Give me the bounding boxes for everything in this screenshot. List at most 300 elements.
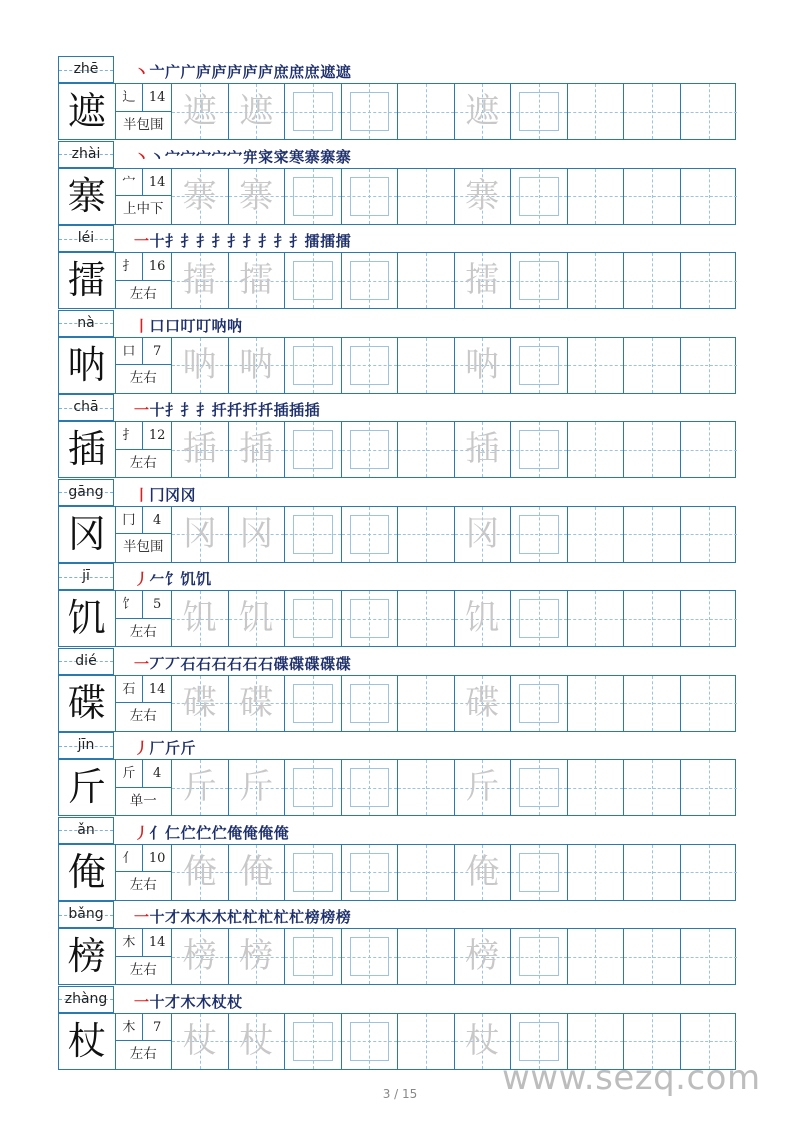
char-entry bbox=[58, 479, 736, 564]
practice-cell bbox=[398, 169, 455, 224]
pinyin-text: ǎn bbox=[77, 821, 95, 838]
practice-box bbox=[285, 676, 342, 731]
trace-glyph: 榜 bbox=[465, 936, 500, 976]
stroke-step: 丆 bbox=[165, 654, 181, 673]
trace-character bbox=[455, 338, 512, 393]
practice-box bbox=[285, 84, 342, 139]
trace-character bbox=[172, 1014, 229, 1069]
char-entry bbox=[58, 732, 736, 817]
pinyin-box bbox=[58, 225, 114, 252]
char-entry bbox=[58, 563, 736, 648]
trace-glyph: 遮 bbox=[465, 91, 500, 131]
stroke-step: 寒 bbox=[289, 147, 305, 166]
trace-character bbox=[229, 760, 286, 815]
stroke-step: 庐 bbox=[242, 63, 259, 81]
trace-glyph: 斤 bbox=[239, 767, 274, 807]
structure: 单一 bbox=[129, 792, 157, 809]
trace-glyph: 插 bbox=[182, 429, 217, 469]
pinyin-text: léi bbox=[77, 230, 95, 246]
char-entry bbox=[58, 648, 736, 733]
trace-glyph: 杖 bbox=[465, 1020, 500, 1061]
structure: 左右 bbox=[129, 285, 157, 302]
stroke-step: 俺 bbox=[273, 823, 290, 842]
stroke-step: 寨 bbox=[304, 147, 321, 166]
stroke-step: 扦 bbox=[242, 401, 259, 419]
practice-box bbox=[511, 676, 568, 731]
trace-character bbox=[172, 676, 229, 731]
stroke-order bbox=[134, 653, 351, 675]
stroke-step: 仁 bbox=[165, 823, 181, 842]
trace-glyph: 榜 bbox=[239, 936, 274, 976]
stroke-step: 木 bbox=[196, 908, 212, 926]
structure: 左右 bbox=[129, 708, 157, 724]
stroke-step: 一 bbox=[134, 401, 150, 419]
radical: 饣 bbox=[116, 591, 144, 618]
stroke-step: 石 bbox=[211, 654, 228, 673]
trace-character bbox=[172, 507, 229, 562]
structure: 左右 bbox=[129, 454, 157, 471]
practice-box bbox=[511, 929, 568, 984]
stroke-step: 丶 bbox=[134, 147, 150, 166]
practice-cell bbox=[681, 760, 738, 815]
stroke-order bbox=[134, 484, 196, 506]
pinyin-text: jīn bbox=[77, 737, 95, 753]
radical: 宀 bbox=[116, 169, 144, 196]
stroke-step: 丆 bbox=[149, 654, 166, 673]
trace-glyph: 呐 bbox=[239, 344, 274, 385]
model-character: 碟 bbox=[59, 676, 116, 731]
stroke-step: 木 bbox=[180, 908, 197, 926]
pinyin-text: zhài bbox=[71, 145, 101, 162]
stroke-order bbox=[134, 230, 351, 252]
stroke-step: 扌 bbox=[289, 232, 305, 250]
trace-glyph: 呐 bbox=[465, 344, 500, 385]
char-info bbox=[116, 507, 173, 562]
model-character: 俺 bbox=[59, 845, 116, 900]
stroke-step: 叮 bbox=[180, 316, 197, 335]
model-character: 遮 bbox=[59, 84, 116, 139]
writing-grid-row bbox=[58, 337, 736, 394]
model-character: 榜 bbox=[59, 929, 116, 984]
trace-glyph: 寨 bbox=[239, 175, 274, 216]
stroke-step: 丿 bbox=[134, 739, 150, 757]
pinyin-text: chā bbox=[73, 399, 99, 415]
trace-character bbox=[455, 253, 512, 308]
practice-cell bbox=[681, 338, 738, 393]
pinyin-text: jī bbox=[82, 568, 90, 584]
stroke-step: 亻 bbox=[149, 823, 166, 842]
stroke-count: 12 bbox=[148, 428, 166, 443]
trace-glyph: 碟 bbox=[182, 682, 217, 723]
stroke-step: 木 bbox=[211, 908, 228, 926]
trace-character bbox=[455, 507, 512, 562]
stroke-step: 庐 bbox=[258, 63, 274, 81]
practice-box bbox=[285, 169, 342, 224]
practice-box bbox=[511, 253, 568, 308]
stroke-order bbox=[134, 146, 351, 168]
stroke-step: 口 bbox=[149, 316, 166, 335]
practice-cell bbox=[568, 591, 625, 646]
stroke-step: 宀 bbox=[211, 147, 228, 166]
trace-glyph: 俺 bbox=[465, 851, 500, 892]
stroke-step: 擂 bbox=[335, 232, 352, 250]
trace-character bbox=[172, 169, 229, 224]
stroke-count: 14 bbox=[148, 681, 166, 697]
trace-character bbox=[229, 253, 286, 308]
stroke-order bbox=[134, 61, 351, 83]
model-character: 插 bbox=[59, 422, 116, 477]
stroke-step: 宀 bbox=[196, 147, 212, 166]
pinyin-box bbox=[58, 310, 114, 337]
radical: 辶 bbox=[116, 84, 144, 111]
stroke-step: 丶 bbox=[149, 147, 166, 166]
practice-box bbox=[285, 591, 342, 646]
stroke-step: 扌 bbox=[273, 232, 290, 250]
stroke-step: 擂 bbox=[320, 232, 336, 250]
practice-cell bbox=[681, 84, 738, 139]
stroke-count: 10 bbox=[148, 850, 166, 866]
trace-character bbox=[455, 760, 512, 815]
stroke-order bbox=[134, 737, 196, 759]
practice-box bbox=[342, 84, 399, 139]
char-info bbox=[116, 1014, 173, 1069]
stroke-step: 呐 bbox=[211, 316, 228, 335]
practice-cell bbox=[398, 760, 455, 815]
stroke-step: 插 bbox=[289, 401, 305, 419]
trace-glyph: 呐 bbox=[182, 344, 217, 385]
stroke-step: 宀 bbox=[227, 147, 243, 166]
practice-cell bbox=[568, 845, 625, 900]
trace-character bbox=[229, 338, 286, 393]
stroke-step: 扌 bbox=[165, 232, 181, 250]
stroke-step: 石 bbox=[180, 654, 197, 673]
writing-grid-row bbox=[58, 590, 736, 647]
trace-character bbox=[455, 676, 512, 731]
practice-cell bbox=[398, 845, 455, 900]
writing-grid-row bbox=[58, 252, 736, 309]
trace-character bbox=[229, 84, 286, 139]
practice-box bbox=[285, 338, 342, 393]
writing-grid-row bbox=[58, 759, 736, 816]
practice-box bbox=[511, 760, 568, 815]
stroke-step: 丿 bbox=[134, 823, 150, 842]
trace-glyph: 冈 bbox=[239, 513, 274, 554]
practice-sheet bbox=[58, 56, 736, 1070]
stroke-step: 碟 bbox=[273, 654, 290, 673]
stroke-step: 插 bbox=[273, 401, 290, 419]
stroke-step: 庐 bbox=[227, 63, 243, 81]
practice-box bbox=[511, 169, 568, 224]
stroke-step: 扌 bbox=[211, 232, 228, 250]
practice-cell bbox=[568, 169, 625, 224]
trace-character bbox=[455, 422, 512, 477]
pinyin-box bbox=[58, 479, 114, 506]
stroke-order bbox=[134, 991, 243, 1013]
practice-box bbox=[342, 1014, 399, 1069]
practice-cell bbox=[398, 422, 455, 477]
char-entry bbox=[58, 901, 736, 986]
stroke-step: 石 bbox=[258, 654, 274, 673]
writing-grid-row bbox=[58, 844, 736, 901]
stroke-step: 宀 bbox=[165, 147, 181, 166]
page-number: 3 / 15 bbox=[382, 1087, 418, 1101]
writing-grid-row bbox=[58, 168, 736, 225]
stroke-step: 扌 bbox=[242, 232, 259, 250]
stroke-step: 榜 bbox=[304, 908, 321, 926]
stroke-step: 扌 bbox=[196, 232, 212, 250]
model-character: 擂 bbox=[59, 253, 116, 308]
stroke-step: 伫 bbox=[196, 823, 212, 842]
trace-character bbox=[455, 845, 512, 900]
practice-cell bbox=[681, 253, 738, 308]
practice-cell bbox=[398, 338, 455, 393]
practice-cell bbox=[568, 507, 625, 562]
stroke-step: 厂 bbox=[149, 739, 166, 757]
trace-character bbox=[172, 84, 229, 139]
stroke-step: 丶 bbox=[134, 63, 150, 81]
stroke-count: 4 bbox=[152, 766, 162, 781]
practice-cell bbox=[681, 929, 738, 984]
stroke-step: 遮 bbox=[320, 63, 336, 81]
practice-cell bbox=[624, 422, 681, 477]
stroke-step: 宀 bbox=[180, 147, 197, 166]
practice-cell bbox=[624, 169, 681, 224]
pinyin-text: zhē bbox=[73, 61, 99, 77]
writing-grid-row bbox=[58, 675, 736, 732]
practice-box bbox=[342, 507, 399, 562]
model-character: 饥 bbox=[59, 591, 116, 646]
practice-cell bbox=[681, 507, 738, 562]
practice-cell bbox=[624, 338, 681, 393]
stroke-step: 十 bbox=[149, 401, 166, 419]
trace-character bbox=[172, 845, 229, 900]
structure: 左右 bbox=[129, 1046, 157, 1062]
practice-cell bbox=[624, 507, 681, 562]
stroke-step: 寀 bbox=[258, 147, 274, 166]
char-info bbox=[116, 760, 173, 815]
char-info bbox=[116, 845, 173, 900]
trace-character bbox=[229, 845, 286, 900]
radical: 石 bbox=[116, 676, 144, 703]
stroke-step: 扦 bbox=[227, 401, 243, 419]
trace-character bbox=[229, 422, 286, 477]
char-info bbox=[116, 929, 173, 984]
trace-character bbox=[455, 84, 512, 139]
radical: 亻 bbox=[116, 845, 144, 872]
practice-box bbox=[285, 422, 342, 477]
structure: 左右 bbox=[129, 877, 157, 893]
char-entry bbox=[58, 56, 736, 141]
stroke-step: 庐 bbox=[211, 63, 228, 81]
stroke-step: 一 bbox=[134, 992, 150, 1011]
structure: 上中下 bbox=[123, 201, 164, 217]
char-info bbox=[116, 253, 173, 308]
trace-glyph: 碟 bbox=[465, 682, 500, 723]
trace-glyph: 擂 bbox=[182, 260, 217, 300]
stroke-step: 插 bbox=[304, 401, 321, 419]
stroke-step: 十 bbox=[149, 992, 166, 1011]
char-entry bbox=[58, 225, 736, 310]
trace-glyph: 冈 bbox=[465, 513, 500, 554]
pinyin-text: bǎng bbox=[68, 906, 104, 922]
stroke-step: 冈 bbox=[180, 485, 197, 504]
radical: 木 bbox=[116, 929, 144, 956]
practice-box bbox=[285, 1014, 342, 1069]
practice-box bbox=[285, 929, 342, 984]
practice-cell bbox=[681, 676, 738, 731]
practice-box bbox=[342, 591, 399, 646]
stroke-step: 寨 bbox=[320, 147, 336, 166]
writing-grid-row bbox=[58, 421, 736, 478]
trace-character bbox=[455, 929, 512, 984]
practice-cell bbox=[398, 507, 455, 562]
trace-glyph: 擂 bbox=[239, 260, 274, 300]
practice-box bbox=[285, 253, 342, 308]
stroke-order bbox=[134, 315, 243, 337]
char-entry bbox=[58, 141, 736, 226]
stroke-step: 丨 bbox=[134, 316, 150, 335]
trace-character bbox=[172, 253, 229, 308]
radical: 扌 bbox=[116, 422, 144, 449]
writing-grid-row bbox=[58, 83, 736, 140]
trace-glyph: 斤 bbox=[465, 767, 500, 807]
practice-box bbox=[342, 760, 399, 815]
radical: 扌 bbox=[116, 253, 144, 280]
trace-glyph: 擂 bbox=[465, 260, 500, 300]
stroke-step: 扦 bbox=[258, 401, 274, 419]
trace-glyph: 饥 bbox=[465, 598, 500, 638]
trace-character bbox=[172, 338, 229, 393]
stroke-step: 石 bbox=[196, 654, 212, 673]
practice-cell bbox=[398, 676, 455, 731]
practice-box bbox=[511, 338, 568, 393]
practice-cell bbox=[398, 84, 455, 139]
stroke-step: 庶 bbox=[304, 63, 321, 81]
trace-character bbox=[172, 591, 229, 646]
stroke-step: 斤 bbox=[165, 739, 181, 757]
stroke-step: 饥 bbox=[196, 570, 212, 588]
stroke-step: 丨 bbox=[134, 485, 150, 504]
practice-cell bbox=[398, 1014, 455, 1069]
char-info bbox=[116, 338, 173, 393]
practice-cell bbox=[568, 338, 625, 393]
pinyin-box bbox=[58, 648, 114, 675]
stroke-step: 杧 bbox=[289, 908, 305, 926]
structure: 左右 bbox=[129, 370, 157, 386]
trace-character bbox=[455, 591, 512, 646]
practice-cell bbox=[398, 591, 455, 646]
stroke-step: 碟 bbox=[289, 654, 305, 673]
practice-cell bbox=[681, 169, 738, 224]
structure: 左右 bbox=[129, 961, 157, 978]
practice-box bbox=[511, 84, 568, 139]
stroke-step: 杧 bbox=[242, 908, 259, 926]
stroke-step: 扌 bbox=[227, 232, 243, 250]
radical: 斤 bbox=[116, 760, 144, 787]
stroke-step: 广 bbox=[165, 63, 181, 81]
pinyin-text: nà bbox=[77, 314, 95, 331]
structure: 半包围 bbox=[123, 539, 164, 555]
stroke-step: 一 bbox=[134, 654, 150, 673]
writing-grid-row bbox=[58, 506, 736, 563]
stroke-count: 14 bbox=[148, 90, 166, 105]
stroke-order bbox=[134, 906, 351, 928]
stroke-step: 木 bbox=[180, 992, 197, 1011]
radical: 冂 bbox=[116, 507, 144, 534]
stroke-step: 杧 bbox=[273, 908, 290, 926]
stroke-step: 呐 bbox=[227, 316, 243, 335]
stroke-step: 杧 bbox=[258, 908, 274, 926]
practice-cell bbox=[398, 929, 455, 984]
char-info bbox=[116, 591, 173, 646]
stroke-step: 擂 bbox=[304, 232, 321, 250]
practice-cell bbox=[681, 422, 738, 477]
trace-glyph: 插 bbox=[465, 429, 500, 469]
stroke-step: 一 bbox=[134, 232, 150, 250]
stroke-count: 7 bbox=[152, 1019, 162, 1035]
pinyin-text: dié bbox=[75, 652, 97, 669]
stroke-step: 伫 bbox=[211, 823, 228, 842]
stroke-step: 扦 bbox=[211, 401, 228, 419]
stroke-step: 杧 bbox=[227, 908, 243, 926]
structure: 半包围 bbox=[123, 116, 164, 133]
practice-box bbox=[342, 253, 399, 308]
pinyin-box bbox=[58, 986, 114, 1013]
practice-cell bbox=[624, 845, 681, 900]
stroke-step: 俺 bbox=[242, 823, 259, 842]
structure: 左右 bbox=[129, 623, 157, 640]
practice-box bbox=[342, 169, 399, 224]
stroke-step: 扌 bbox=[180, 401, 197, 419]
stroke-step: 碟 bbox=[304, 654, 321, 673]
radical: 木 bbox=[116, 1014, 144, 1041]
practice-cell bbox=[568, 84, 625, 139]
stroke-step: 寀 bbox=[273, 147, 290, 166]
char-info bbox=[116, 84, 173, 139]
trace-character bbox=[172, 422, 229, 477]
stroke-step: 碟 bbox=[335, 654, 352, 673]
trace-glyph: 斤 bbox=[182, 767, 217, 807]
char-info bbox=[116, 169, 173, 224]
pinyin-box bbox=[58, 901, 114, 928]
trace-character bbox=[229, 676, 286, 731]
practice-box bbox=[511, 591, 568, 646]
practice-cell bbox=[568, 422, 625, 477]
practice-box bbox=[511, 507, 568, 562]
model-character: 斤 bbox=[59, 760, 116, 815]
model-character: 寨 bbox=[59, 169, 116, 224]
stroke-count: 4 bbox=[152, 512, 162, 528]
practice-cell bbox=[568, 760, 625, 815]
stroke-step: 伫 bbox=[180, 823, 197, 842]
stroke-step: 𠂉 bbox=[149, 570, 166, 588]
pinyin-box bbox=[58, 563, 114, 590]
model-character: 冈 bbox=[59, 507, 116, 562]
char-info bbox=[116, 676, 173, 731]
practice-cell bbox=[624, 253, 681, 308]
stroke-step: 才 bbox=[165, 992, 181, 1011]
trace-glyph: 饥 bbox=[182, 598, 217, 638]
practice-cell bbox=[681, 591, 738, 646]
trace-character bbox=[455, 169, 512, 224]
stroke-step: 木 bbox=[196, 992, 212, 1011]
trace-glyph: 遮 bbox=[239, 91, 274, 131]
stroke-step: 宑 bbox=[242, 147, 259, 166]
stroke-count: 7 bbox=[152, 343, 162, 359]
stroke-step: 扌 bbox=[180, 232, 197, 250]
char-entry bbox=[58, 817, 736, 902]
watermark: www.sezq.com bbox=[502, 1058, 761, 1098]
